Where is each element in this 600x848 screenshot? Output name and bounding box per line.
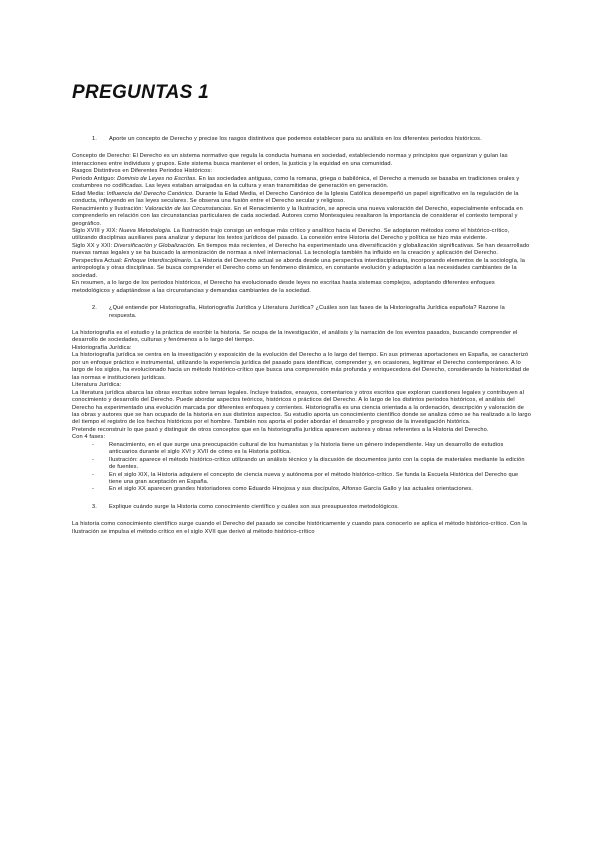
question-text: Explique cuándo surge la Historia como conocimiento científico y cuáles son sus presupuestos metodológicos. [109, 503, 399, 510]
question-number: 3. [92, 503, 97, 510]
paragraph-final: La historia como conocimiento científico surge cuando el Derecho del pasado se concibe históricamente y cuando para conocerlo se aplica el método histórico-crítico. Con la Ilustración se impulsa el método crítico en el siglo XVII que derivó al método histórico-crítico [72, 521, 528, 535]
period-emphasis: Influencia del Derecho Canónico. [106, 190, 194, 197]
question-3 [72, 504, 532, 511]
list-item [72, 457, 532, 472]
rasgos-heading: Rasgos Distintivos en Diferentes Periodos Históricos: [72, 168, 213, 175]
dash-bullet: - [92, 456, 95, 463]
period-label: Periodo Antiguo: [72, 175, 118, 182]
question-text: Aporte un concepto de Derecho y precise los rasgos distintivos que podemos establecer para su análisis en los diferentes periodos históricos. [109, 136, 482, 142]
page-title: PREGUNTAS 1 [72, 82, 210, 103]
periods-list [72, 176, 532, 280]
dash-bullet: - [92, 441, 95, 448]
dash-bullet: - [92, 471, 95, 478]
period-paragraph [72, 191, 532, 206]
period-label: Siglo XVIII y XIX: [72, 227, 119, 234]
list-item-text: Renacimiento, en el que surge una preocupación cultural de los humanistas y la historia tiene un género independiente. Hay un desarrollo de estudios anticuarios durante el siglo XVI y XVII de cómo es la Historia política. [109, 441, 504, 456]
list-item-text: En el siglo XIX, la Historia adquiere el concepto de ciencia nueva y autónoma por el método histórico-crítico. Se funda la Escuela Histórica del Derecho que tiene una gran aceptación en España. [109, 471, 519, 486]
question-2 [72, 305, 532, 320]
period-label: Edad Media: [72, 190, 107, 197]
period-text: Durante la Edad Media, el Derecho Canónico de la Iglesia Católica desempeñó un papel significativo en la regulación de la conducta, influyendo en las leyes seculares. Se observa una fusión entre el Derecho secular y religioso. [72, 190, 519, 205]
period-paragraph [72, 243, 532, 258]
period-paragraph [72, 228, 532, 243]
list-item-text: Ilustración: aparece el método histórico-crítico utilizando un análisis técnico y la discusión de documentos junto con la copia de materiales mediante la edición de fuentes. [109, 456, 525, 471]
period-label: Siglo XX y XXI: [72, 242, 114, 249]
concepto-label: Concepto de Derecho: [72, 153, 131, 160]
period-emphasis: Nueva Metodología. [119, 227, 172, 234]
period-emphasis: Dominio de Leyes no Escritas. [117, 175, 198, 182]
paragraph-historiografia: La historiografía es el estudio y la práctica de escribir la historia. Se ocupa de la investigación, el análisis y la narración de los eventos pasados, buscando comprender el desarrollo de sociedades, culturas y fenómenos a lo largo del tiempo. [72, 329, 518, 344]
question-1 [72, 136, 532, 143]
period-emphasis: Valoración de las Circunstancias. [144, 205, 233, 212]
period-text: La Historia del Derecho actual se aborda desde una perspectiva interdisciplinaria, incorporando elementos de la sociología, la antropología y otras disciplinas. Se busca comprender el Derecho como un fenómeno dinámico, en constante evolución y adaptación a las necesidades cambiantes de la sociedad. [72, 257, 526, 279]
paragraph-lj: La literatura jurídica abarca las obras escritas sobre temas legales. Incluye tratados, ensayos, comentarios y otros escritos que exploran cuestiones legales y contribuyen al conocimiento y desarrollo del Derecho. Puede abordar aspectos teóricos, históricos o prácticos del Derecho. A lo largo de los distintos periodos históricos, el análisis del Derecho ha experimentado una evolución marcada por diferentes enfoques y corrientes. Historiografía es una ciencia orientada a la ordenación, descripción y valoración de las obras y autores que se han ocupado de la historia en sus distintos aspectos. Su estudio aporta un conocimiento científico donde se analiza cómo se ha realizado a lo largo del tiempo el registro de los hechos históricos por el hombre. También nos aporta el poder abordar el desarrollo y progreso de la investigación histórica. [72, 389, 531, 426]
paragraph-hj: La historiografía jurídica se centra en la investigación y exposición de la evolución del Derecho a lo largo del tiempo. En sus primeras aportaciones en España, se caracterizó por un enfoque práctico e instrumental, utilizando la experiencia jurídica del pasado para identificar, comprender y, en ocasiones, legitimar el Derecho contemporáneo. A lo largo de los siglos, ha evolucionado hacia un método histórico-crítico que busca una comprensión más profunda y enriquecedora del Derecho, considerando la historicidad de las normas e instituciones jurídicas. [72, 352, 530, 381]
question-number: 1. [92, 136, 97, 142]
concepto-text: El Derecho es un sistema normativo que regula la conducta humana en sociedad, estableciendo normas y principios que organizan y guían las interacciones entre individuos y grupos. Este sistema busca mantener el orden, la justicia y la equidad en una comunidad. [72, 153, 508, 167]
list-item [72, 472, 532, 487]
period-emphasis: Enfoque Interdisciplinario. [124, 257, 193, 264]
lj-heading: Literatura Jurídica: [72, 382, 122, 389]
list-item [72, 442, 532, 457]
question-number: 2. [92, 305, 97, 312]
period-paragraph [72, 206, 532, 228]
period-text: En las sociedades antiguas, como la romana, griega o babilónica, el Derecho a menudo se basaba en tradiciones orales y costumbres no codificadas. Las leyes estaban arraigadas en la cultura y eran transmitidas de generación en generación. [72, 175, 520, 190]
period-label: Perspectiva Actual: [72, 257, 125, 264]
period-emphasis: Diversificación y Globalización. [113, 242, 196, 249]
list-item [72, 486, 532, 493]
paragraph-resumen: En resumen, a lo largo de los periodos históricos, el Derecho ha evolucionado desde leyes no escritas hasta sistemas complejos, adoptando diferentes enfoques metodológicos y adaptándose a las circunstancias y demandas cambiantes de la sociedad. [72, 280, 495, 294]
period-paragraph [72, 176, 532, 191]
period-label: Renacimiento y Ilustración: [72, 205, 145, 212]
dash-bullet: - [92, 486, 95, 493]
hj-heading: Historiografía Jurídica: [72, 344, 132, 351]
paragraph-concepto [72, 153, 532, 168]
list-item-text: En el siglo XX aparecen grandes historiadores como Eduardo Hinojosa y sus discípulos, Alfonso García Gallo y las actuales orientaciones. [109, 486, 473, 493]
period-text: En el Renacimiento y la Ilustración, se aprecia una nueva valoración del Derecho, especialmente enfocada en comprenderlo en relación con las circunstancias particulares de cada sociedad. Autores como Montesquieu resaltaron la importancia de considerar el contexto temporal y geográfico. [72, 205, 523, 227]
paragraph-pretende: Pretende reconstruir lo que pasó y distinguir de otros conceptos que en la historiografía jurídica aparecen autores y obras referentes a la Historia del Derecho. [72, 426, 489, 433]
period-paragraph [72, 258, 532, 280]
fases-heading: Con 4 fases: [72, 434, 106, 441]
period-text: En tiempos más recientes, el Derecho ha experimentado una diversificación y globalización significativas. Se han desarrollado nuevas ramas legales y se ha buscado la armonización de normas a nivel internacional. La tecnología también ha influido en la creación y aplicación del Derecho. [72, 242, 530, 257]
document-body [72, 136, 532, 536]
question-text: ¿Qué entiende por Historiografía, Historiografía Jurídica y Literatura Jurídica? ¿Cuáles son las fases de la Historiografía Jurídica española? Razone la respuesta. [109, 305, 505, 319]
period-text: La Ilustración trajo consigo un enfoque más crítico y analítico hacia el Derecho. Se adoptaron métodos como el histórico-crítico, utilizando disciplinas auxiliares para analizar y depurar los textos jurídicos del pasado. La conexión entre Historia del Derecho y política se hizo más evidente. [72, 227, 510, 242]
fases-list [72, 442, 532, 494]
